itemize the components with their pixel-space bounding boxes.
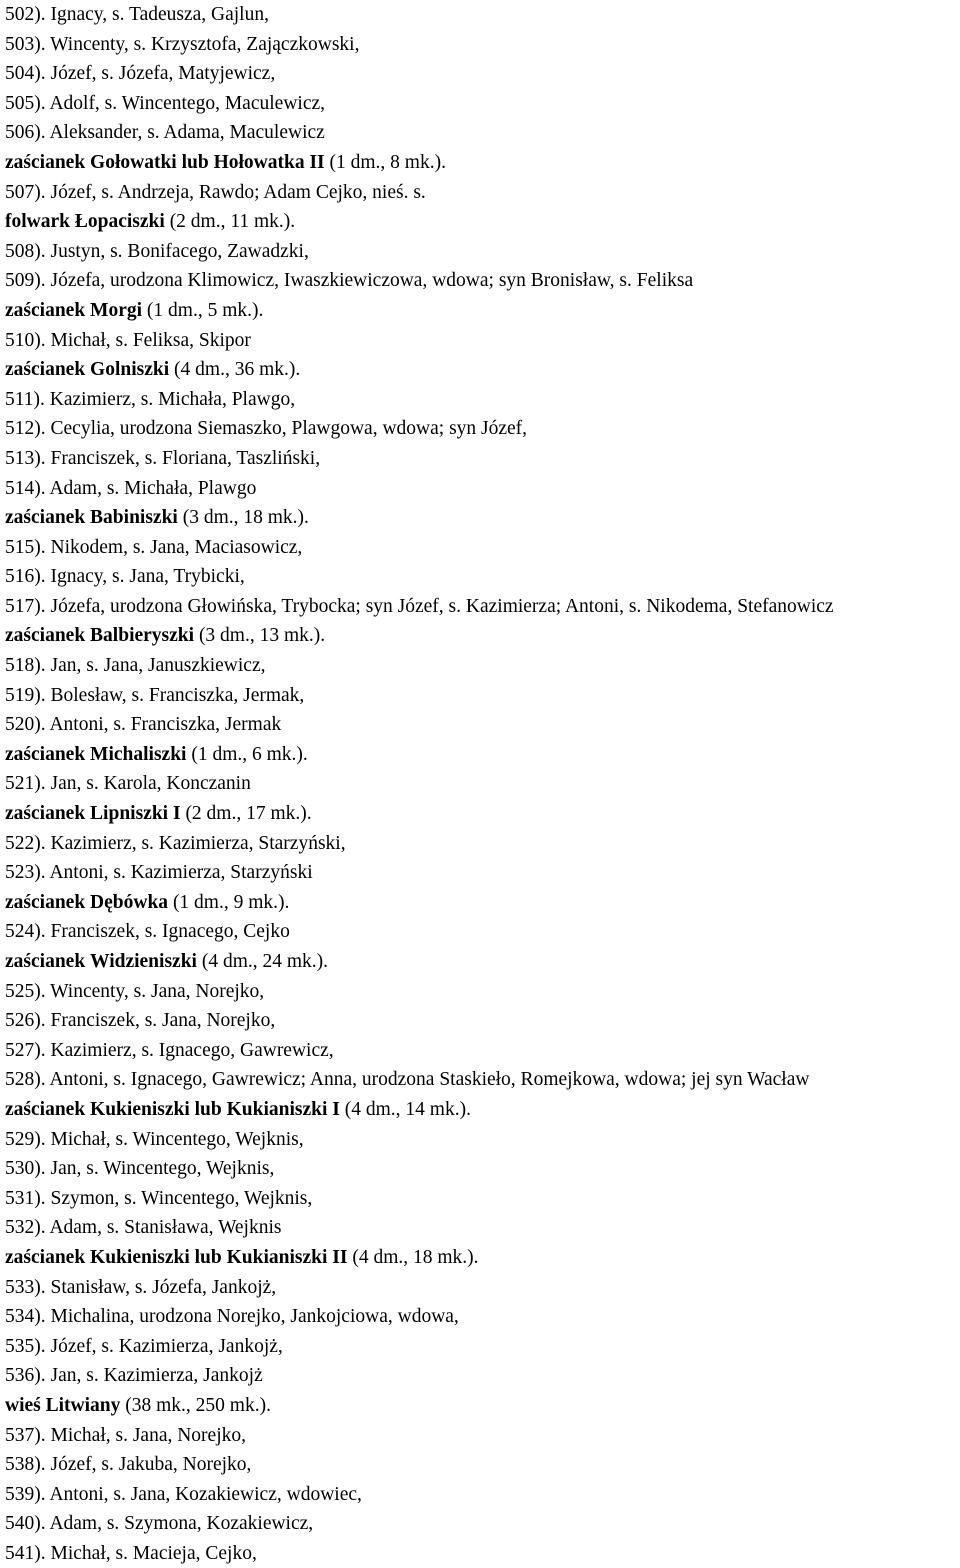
register-entry (5, 1184, 960, 1214)
entry-number: 531). (5, 1187, 46, 1209)
settlement-heading (5, 1391, 960, 1421)
settlement-name: Litwiany (45, 1394, 121, 1416)
register-entry (5, 829, 960, 859)
entry-number: 512). (5, 418, 46, 440)
settlement-name: Łopaciszki (74, 211, 165, 233)
settlement-heading (5, 888, 960, 918)
entry-number: 533). (5, 1276, 46, 1298)
register-entry (5, 562, 960, 592)
entry-text: Jan, s. Karola, Konczanin (50, 773, 251, 795)
entry-text: Józef, s. Józefa, Matyjewicz, (50, 63, 276, 85)
entry-text: Józef, s. Kazimierza, Jankojż, (50, 1335, 283, 1357)
entry-text: Cecylia, urodzona Siemaszko, Plawgowa, wdowa; syn Józef, (50, 418, 528, 440)
entry-number: 508). (5, 240, 46, 262)
register-entry (5, 977, 960, 1007)
entry-number: 529). (5, 1128, 46, 1150)
entry-number: 504). (5, 63, 46, 85)
entry-text: Franciszek, s. Floriana, Taszliński, (50, 447, 321, 469)
register-entry (5, 1036, 960, 1066)
entry-number: 537). (5, 1424, 46, 1446)
register-entry (5, 1213, 960, 1243)
settlement-name: Dębówka (90, 891, 169, 913)
settlement-heading (5, 148, 960, 178)
settlement-heading (5, 207, 960, 237)
entry-text: Stanisław, s. Józefa, Jankojż, (50, 1276, 277, 1298)
entry-number: 506). (5, 122, 46, 144)
settlement-kind: zaścianek (5, 299, 86, 321)
register-entry (5, 1509, 960, 1539)
entry-number: 527). (5, 1039, 46, 1061)
settlement-info: (1 dm., 5 mk.). (146, 299, 264, 321)
settlement-info: (38 mk., 250 mk.). (125, 1394, 271, 1416)
entry-number: 517). (5, 595, 46, 617)
settlement-info: (4 dm., 24 mk.). (201, 951, 329, 972)
entry-text: Ignacy, s. Jana, Trybicki, (50, 566, 245, 588)
document-page (5, 0, 960, 1568)
settlement-name: Michaliszki (90, 743, 187, 765)
register-entry (5, 1302, 960, 1332)
settlement-kind: folwark (5, 211, 70, 233)
entry-text: Antoni, s. Jana, Kozakiewicz, wdowiec, (49, 1483, 362, 1505)
entry-text: Michał, s. Jana, Norejko, (50, 1424, 246, 1446)
entry-number: 541). (5, 1542, 46, 1564)
entry-number: 526). (5, 1010, 46, 1032)
register-entry (5, 89, 960, 119)
entry-text: Józef, s. Jakuba, Norejko, (50, 1454, 252, 1476)
settlement-heading (5, 355, 960, 385)
settlement-info: (3 dm., 13 mk.). (198, 625, 326, 647)
entry-number: 521). (5, 773, 46, 795)
entry-text: Józef, s. Andrzeja, Rawdo; Adam Cejko, nieś. s. (50, 181, 426, 203)
entry-number: 532). (5, 1217, 46, 1239)
settlement-name: Lipniszki I (90, 803, 181, 825)
entry-number: 539). (5, 1483, 46, 1505)
entry-text: Justyn, s. Bonifacego, Zawadzki, (50, 240, 309, 262)
settlement-info: (4 dm., 36 mk.). (174, 359, 301, 381)
register-entry (5, 414, 960, 444)
entry-number: 510). (5, 329, 46, 351)
entry-text: Józefa, urodzona Głowińska, Trybocka; syn Józef, s. Kazimierza; Antoni, s. Nikodema, Stefanowicz (50, 595, 834, 617)
entry-text: Wincenty, s. Jana, Norejko, (50, 980, 265, 1002)
entry-number: 518). (5, 655, 46, 677)
register-entry (5, 1332, 960, 1362)
settlement-name: Balbieryszki (90, 625, 195, 647)
settlement-heading (5, 621, 960, 651)
entry-number: 502). (5, 4, 46, 25)
settlement-heading (5, 296, 960, 326)
entry-number: 525). (5, 980, 46, 1002)
settlement-info: (2 dm., 17 mk.). (185, 803, 312, 825)
register-entry (5, 710, 960, 740)
entry-number: 516). (5, 566, 46, 588)
register-entry (5, 858, 960, 888)
settlement-kind: wieś (5, 1394, 41, 1416)
register-entry (5, 1065, 960, 1095)
register-entry (5, 1154, 960, 1184)
register-entry (5, 917, 960, 947)
entry-number: 528). (5, 1069, 46, 1091)
entry-number: 511). (5, 388, 45, 410)
settlement-kind: zaścianek (5, 625, 86, 647)
register-entry (5, 592, 960, 622)
entry-number: 519). (5, 684, 46, 706)
entry-number: 503). (5, 33, 46, 55)
entry-text: Kazimierz, s. Michała, Plawgo, (49, 388, 296, 410)
entry-text: Antoni, s. Franciszka, Jermak (49, 714, 282, 736)
entry-number: 513). (5, 447, 46, 469)
settlement-name: Golniszki (90, 359, 170, 381)
entry-number: 514). (5, 477, 46, 499)
register-entry (5, 651, 960, 681)
settlement-name: Kukieniszki lub Kukianiszki II (90, 1246, 348, 1268)
entry-number: 509). (5, 270, 46, 292)
entry-text: Wincenty, s. Krzysztofa, Zajączkowski, (50, 33, 360, 55)
entry-number: 524). (5, 921, 46, 943)
entry-number: 534). (5, 1306, 46, 1328)
register-entry (5, 474, 960, 504)
settlement-kind: zaścianek (5, 891, 86, 913)
entry-number: 505). (5, 92, 46, 114)
register-entry (5, 681, 960, 711)
register-entry (5, 0, 960, 30)
entry-number: 538). (5, 1454, 46, 1476)
settlement-heading (5, 1243, 960, 1273)
settlement-name: Babiniszki (90, 507, 178, 529)
register-entry (5, 266, 960, 296)
settlement-info: (3 dm., 18 mk.). (182, 507, 309, 529)
register-entry (5, 326, 960, 356)
settlement-kind: zaścianek (5, 1246, 86, 1268)
register-entry (5, 118, 960, 148)
entry-text: Jan, s. Jana, Januszkiewicz, (50, 655, 266, 677)
entry-number: 522). (5, 832, 46, 854)
register-entry (5, 444, 960, 474)
register-entry (5, 30, 960, 60)
entry-number: 536). (5, 1365, 46, 1387)
register-entry (5, 1421, 960, 1451)
register-entry (5, 178, 960, 208)
register-entry (5, 1480, 960, 1510)
entry-text: Aleksander, s. Adama, Maculewicz (49, 122, 325, 144)
settlement-info: (4 dm., 18 mk.). (352, 1246, 479, 1268)
entry-number: 535). (5, 1335, 46, 1357)
entry-text: Ignacy, s. Tadeusza, Gajlun, (50, 4, 269, 25)
entry-text: Kazimierz, s. Kazimierza, Starzyński, (50, 832, 346, 854)
entry-text: Franciszek, s. Jana, Norejko, (50, 1010, 276, 1032)
settlement-info: (1 dm., 8 mk.). (329, 151, 446, 173)
settlement-kind: zaścianek (5, 507, 86, 529)
entry-text: Michał, s. Wincentego, Wejknis, (50, 1128, 304, 1150)
entry-number: 520). (5, 714, 46, 736)
entry-number: 540). (5, 1513, 46, 1535)
settlement-heading (5, 947, 960, 977)
register-entry (5, 1361, 960, 1391)
settlement-info: (1 dm., 6 mk.). (191, 743, 308, 765)
settlement-kind: zaścianek (5, 151, 86, 173)
entry-text: Michalina, urodzona Norejko, Jankojciowa, wdowa, (50, 1306, 459, 1328)
settlement-info: (2 dm., 11 mk.). (169, 211, 296, 233)
entry-number: 530). (5, 1158, 46, 1180)
register-entry (5, 59, 960, 89)
entry-text: Antoni, s. Kazimierza, Starzyński (49, 862, 313, 884)
entry-text: Adam, s. Michała, Plawgo (49, 477, 257, 499)
entry-text: Jan, s. Kazimierza, Jankojż (50, 1365, 263, 1387)
entry-text: Szymon, s. Wincentego, Wejknis, (50, 1187, 313, 1209)
entry-text: Franciszek, s. Ignacego, Cejko (50, 921, 290, 943)
settlement-name: Widzieniszki (90, 951, 197, 972)
entry-number: 507). (5, 181, 46, 203)
entry-number: 515). (5, 536, 46, 558)
register-entry (5, 1450, 960, 1480)
entry-text: Adam, s. Szymona, Kozakiewicz, (49, 1513, 314, 1535)
entry-text: Adam, s. Stanisława, Wejknis (49, 1217, 282, 1239)
settlement-heading (5, 1095, 960, 1125)
register-entry (5, 769, 960, 799)
settlement-kind: zaścianek (5, 1098, 86, 1120)
settlement-kind: zaścianek (5, 951, 86, 972)
settlement-kind: zaścianek (5, 743, 86, 765)
settlement-info: (4 dm., 14 mk.). (344, 1098, 471, 1120)
entry-text: Michał, s. Macieja, Cejko, (50, 1542, 257, 1564)
entry-text: Michał, s. Feliksa, Skipor (50, 329, 251, 351)
entry-number: 523). (5, 862, 46, 884)
register-entry (5, 385, 960, 415)
settlement-name: Gołowatki lub Hołowatka II (90, 151, 325, 173)
register-entry (5, 533, 960, 563)
settlement-name: Morgi (90, 299, 143, 321)
settlement-heading (5, 740, 960, 770)
register-entry (5, 1539, 960, 1568)
settlement-name: Kukieniszki lub Kukianiszki I (90, 1098, 340, 1120)
entry-text: Józefa, urodzona Klimowicz, Iwaszkiewiczowa, wdowa; syn Bronisław, s. Feliksa (50, 270, 694, 292)
entry-text: Adolf, s. Wincentego, Maculewicz, (49, 92, 325, 114)
entry-text: Jan, s. Wincentego, Wejknis, (50, 1158, 275, 1180)
entry-text: Antoni, s. Ignacego, Gawrewicz; Anna, urodzona Staskieło, Romejkowa, wdowa; jej syn Wacław (49, 1069, 810, 1091)
register-entry (5, 1125, 960, 1155)
settlement-kind: zaścianek (5, 359, 86, 381)
entry-text: Nikodem, s. Jana, Maciasowicz, (50, 536, 303, 558)
entry-text: Bolesław, s. Franciszka, Jermak, (50, 684, 305, 706)
settlement-kind: zaścianek (5, 803, 86, 825)
settlement-info: (1 dm., 9 mk.). (172, 891, 290, 913)
register-entry (5, 237, 960, 267)
register-entry (5, 1273, 960, 1303)
settlement-heading (5, 503, 960, 533)
settlement-heading (5, 799, 960, 829)
register-entry (5, 1006, 960, 1036)
entry-text: Kazimierz, s. Ignacego, Gawrewicz, (50, 1039, 334, 1061)
